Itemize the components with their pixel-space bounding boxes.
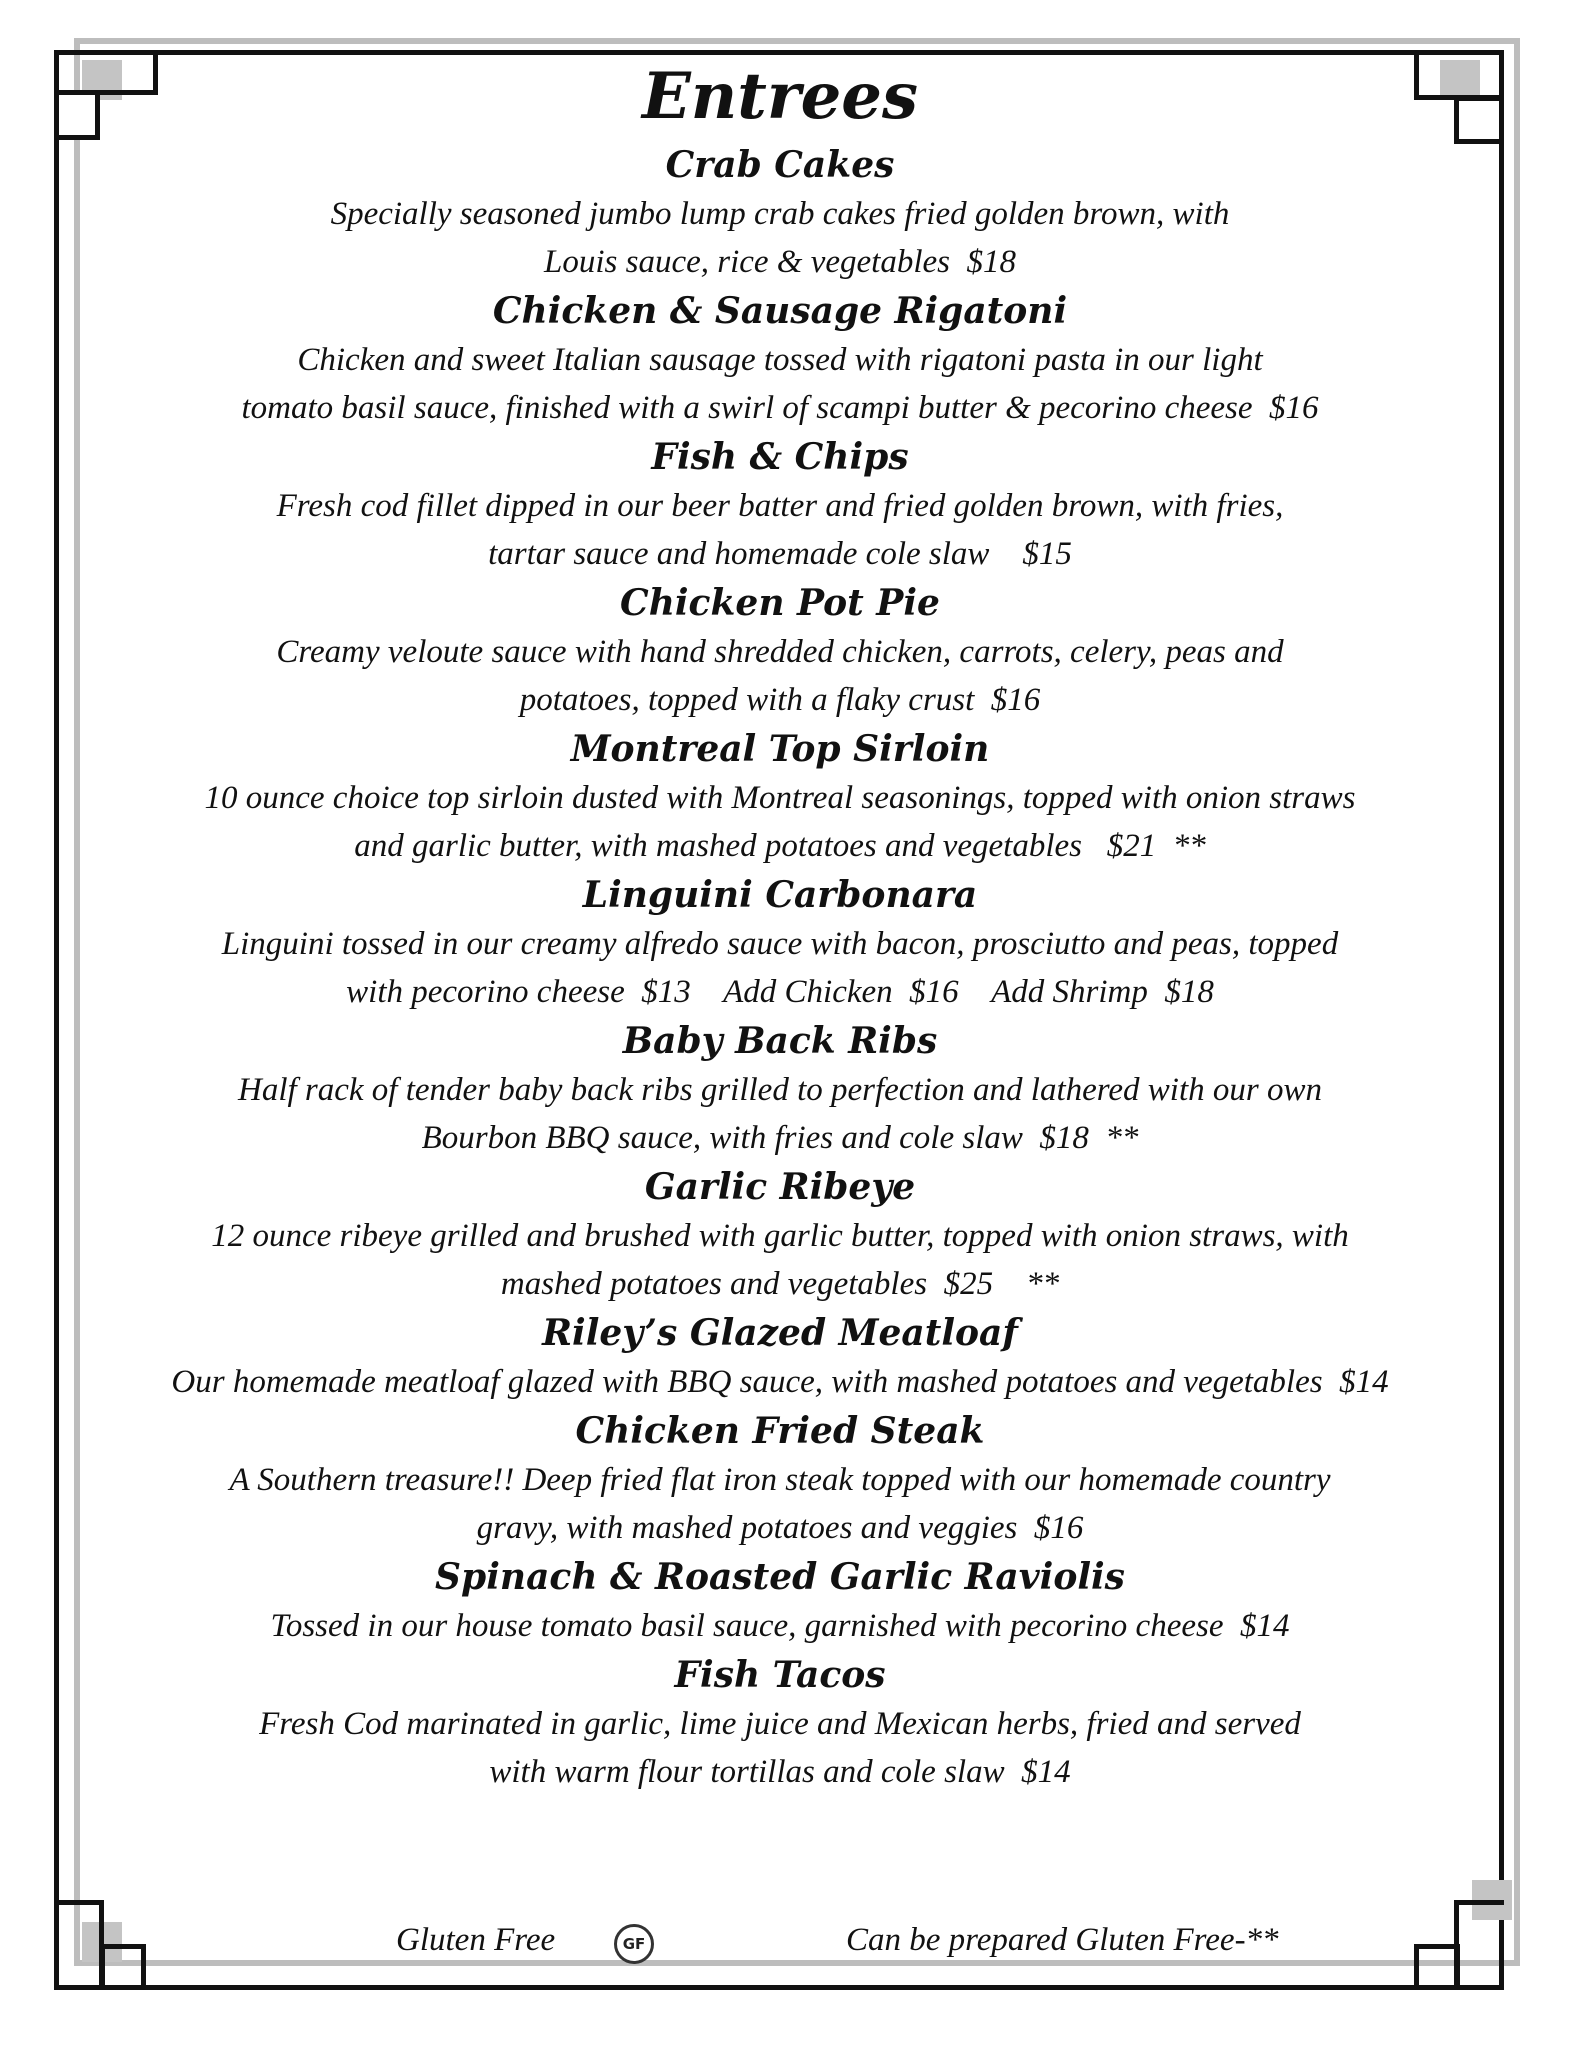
menu-item [100,724,1460,870]
menu-item [100,870,1460,1016]
menu-item-description-line: A Southern treasure!! Deep fried flat iron steak topped with our homemade country [229,1462,1331,1498]
menu-item-name: Spinach & Roasted Garlic Raviolis [435,1556,1125,1598]
menu-item-description-line: potatoes, topped with a flaky crust $16 [519,682,1041,718]
menu-item-description-line: Louis sauce, rice & vegetables $18 [544,244,1016,280]
menu-item-description-line: 12 ounce ribeye grilled and brushed with garlic butter, topped with onion straws, with [211,1218,1349,1254]
gluten-free-badge-text: GF [622,1935,646,1953]
menu-item [100,140,1460,286]
menu-item-name: Fish Tacos [674,1654,886,1696]
menu-item-name: Chicken & Sausage Rigatoni [492,290,1068,332]
menu-item-description-line: Chicken and sweet Italian sausage tossed with rigatoni pasta in our light [297,342,1263,378]
menu-item-description-line: Tossed in our house tomato basil sauce, garnished with pecorino cheese $14 [270,1608,1290,1644]
menu-item-description-line: gravy, with mashed potatoes and veggies $16 [476,1510,1084,1546]
gluten-free-label: Gluten Free [396,1922,556,1958]
menu-item-description-line: and garlic butter, with mashed potatoes and vegetables $21 ** [354,828,1206,864]
menu-item-description-line: Bourbon BBQ sauce, with fries and cole slaw $18 ** [421,1120,1139,1156]
gluten-free-icon [614,1924,654,1964]
menu-item-name: Montreal Top Sirloin [570,728,990,770]
can-be-gluten-free-label: Can be prepared Gluten Free-** [846,1922,1279,1958]
menu-item-name: Chicken Fried Steak [575,1410,985,1452]
menu-item-description-line: tomato basil sauce, finished with a swirl of scampi butter & pecorino cheese $16 [241,390,1319,426]
menu-item-name: Fish & Chips [651,436,909,478]
menu-item-name: Chicken Pot Pie [620,582,940,624]
menu-item-description-line: Creamy veloute sauce with hand shredded chicken, carrots, celery, peas and [276,634,1284,670]
menu-item-description-line: Fresh Cod marinated in garlic, lime juice and Mexican herbs, fried and served [259,1706,1301,1742]
menu-item [100,578,1460,724]
menu-item [100,1162,1460,1308]
menu-item-description-line: Specially seasoned jumbo lump crab cakes fried golden brown, with [330,196,1230,232]
menu-item-description-line: mashed potatoes and vegetables $25 ** [500,1266,1060,1302]
menu-item-description-line: Half rack of tender baby back ribs grilled to perfection and lathered with our own [238,1072,1322,1108]
menu-item [100,1308,1460,1406]
menu-item [100,432,1460,578]
menu-item-name: Garlic Ribeye [644,1166,916,1208]
gluten-free-legend [0,1918,1582,1966]
menu-item-description-line: Our homemade meatloaf glazed with BBQ sauce, with mashed potatoes and vegetables $14 [171,1364,1389,1400]
menu-item-name: Linguini Carbonara [582,874,978,916]
menu-item-description-line: tartar sauce and homemade cole slaw $15 [488,536,1072,572]
menu-item-description-line: with warm flour tortillas and cole slaw $14 [489,1754,1071,1790]
menu-item [100,1650,1460,1796]
menu-item-description-line: Fresh cod fillet dipped in our beer batter and fried golden brown, with fries, [276,488,1284,524]
menu-item-list [100,140,1460,1796]
page-title: Entrees [641,59,919,134]
menu-item-name: Riley’s Glazed Meatloaf [542,1312,1018,1354]
menu-item [100,286,1460,432]
menu-content [100,56,1460,1796]
menu-item-description-line: 10 ounce choice top sirloin dusted with Montreal seasonings, topped with onion straws [204,780,1356,816]
menu-item [100,1406,1460,1552]
menu-item-name: Crab Cakes [665,144,895,186]
menu-item [100,1016,1460,1162]
menu-item-name: Baby Back Ribs [622,1020,938,1062]
corner-ornament-top-right-inner [1454,96,1504,144]
menu-item-description-line: Linguini tossed in our creamy alfredo sauce with bacon, prosciutto and peas, topped [221,926,1339,962]
menu-item [100,1552,1460,1650]
menu-item-description-line: with pecorino cheese $13 Add Chicken $16 Add Shrimp $18 [346,974,1214,1010]
corner-ornament-top-left [54,90,100,140]
